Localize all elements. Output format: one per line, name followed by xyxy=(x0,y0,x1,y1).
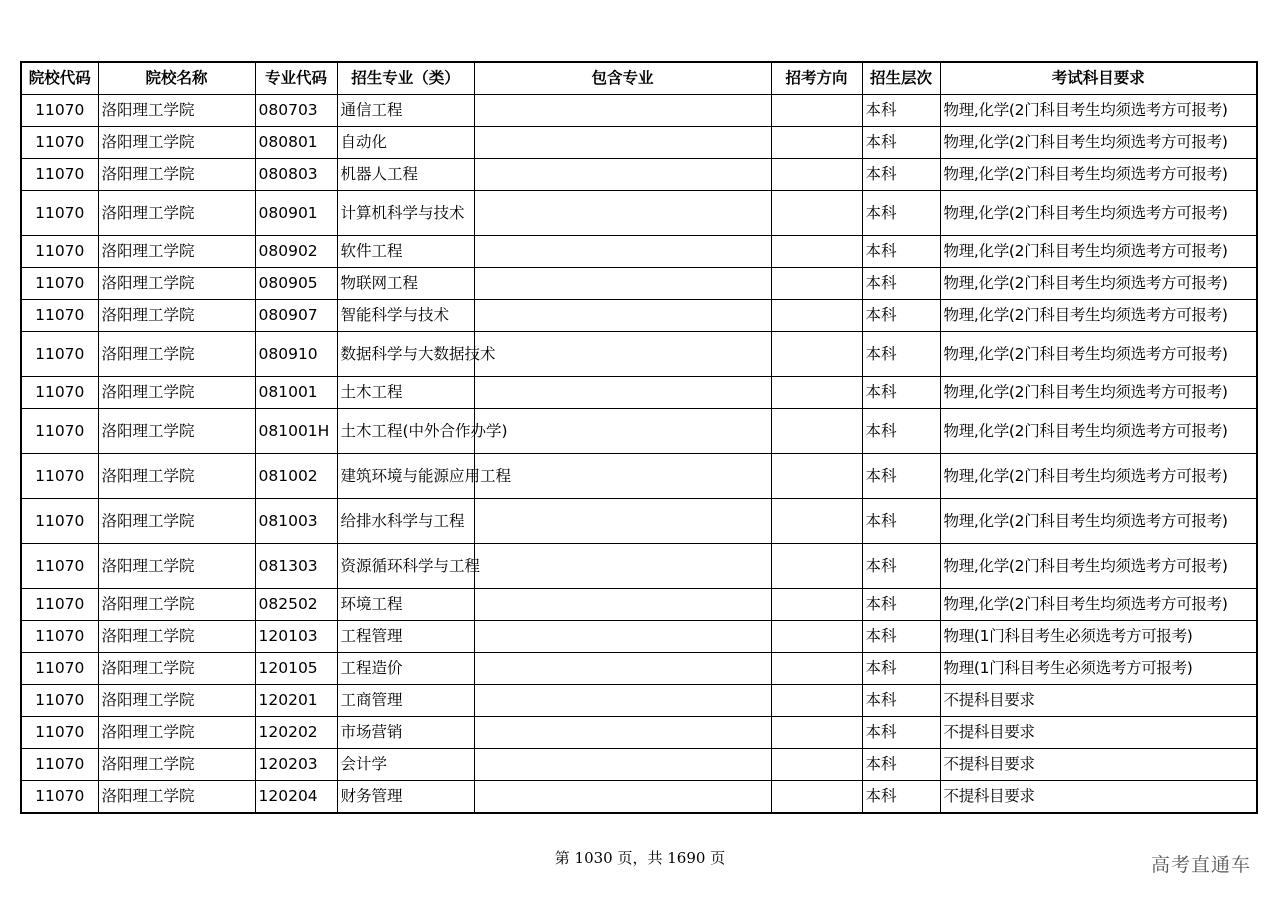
cell-includes xyxy=(474,268,771,300)
cell-major: 物联网工程 xyxy=(337,268,474,300)
cell-school-name: 洛阳理工学院 xyxy=(98,191,255,236)
cell-major-code: 080910 xyxy=(255,332,337,377)
table-row xyxy=(21,544,1257,589)
cell-direction xyxy=(771,268,862,300)
cell-major-code: 081303 xyxy=(255,544,337,589)
table-row xyxy=(21,781,1257,814)
cell-major-code: 080901 xyxy=(255,191,337,236)
cell-subjects: 物理(1门科目考生必须选考方可报考) xyxy=(940,621,1257,653)
cell-includes xyxy=(474,409,771,454)
cell-major-code: 080703 xyxy=(255,95,337,127)
cell-major-code: 080907 xyxy=(255,300,337,332)
table-row xyxy=(21,95,1257,127)
cell-school-name: 洛阳理工学院 xyxy=(98,544,255,589)
header-direction: 招考方向 xyxy=(771,62,862,95)
cell-major: 环境工程 xyxy=(337,589,474,621)
cell-school-name: 洛阳理工学院 xyxy=(98,454,255,499)
cell-direction xyxy=(771,191,862,236)
cell-major: 自动化 xyxy=(337,127,474,159)
cell-school-code: 11070 xyxy=(21,454,98,499)
cell-direction xyxy=(771,685,862,717)
cell-school-code: 11070 xyxy=(21,589,98,621)
cell-level: 本科 xyxy=(862,653,940,685)
cell-direction xyxy=(771,127,862,159)
table-row xyxy=(21,332,1257,377)
cell-level: 本科 xyxy=(862,159,940,191)
cell-school-name: 洛阳理工学院 xyxy=(98,377,255,409)
cell-major-code: 080902 xyxy=(255,236,337,268)
cell-major-code: 080801 xyxy=(255,127,337,159)
cell-includes xyxy=(474,499,771,544)
cell-subjects: 物理,化学(2门科目考生均须选考方可报考) xyxy=(940,95,1257,127)
cell-major: 土木工程(中外合作办学) xyxy=(337,409,474,454)
cell-major: 软件工程 xyxy=(337,236,474,268)
cell-major-code: 081001 xyxy=(255,377,337,409)
cell-subjects: 物理,化学(2门科目考生均须选考方可报考) xyxy=(940,191,1257,236)
cell-direction xyxy=(771,544,862,589)
cell-level: 本科 xyxy=(862,236,940,268)
cell-subjects: 物理,化学(2门科目考生均须选考方可报考) xyxy=(940,127,1257,159)
table-body xyxy=(21,95,1257,814)
cell-subjects: 物理,化学(2门科目考生均须选考方可报考) xyxy=(940,499,1257,544)
cell-level: 本科 xyxy=(862,191,940,236)
cell-direction xyxy=(771,409,862,454)
cell-major: 机器人工程 xyxy=(337,159,474,191)
cell-subjects: 物理,化学(2门科目考生均须选考方可报考) xyxy=(940,268,1257,300)
header-subjects: 考试科目要求 xyxy=(940,62,1257,95)
table-row xyxy=(21,127,1257,159)
cell-subjects: 物理,化学(2门科目考生均须选考方可报考) xyxy=(940,377,1257,409)
table-row xyxy=(21,159,1257,191)
cell-school-code: 11070 xyxy=(21,236,98,268)
cell-direction xyxy=(771,332,862,377)
cell-includes xyxy=(474,332,771,377)
cell-direction xyxy=(771,236,862,268)
cell-school-name: 洛阳理工学院 xyxy=(98,717,255,749)
cell-subjects: 物理,化学(2门科目考生均须选考方可报考) xyxy=(940,544,1257,589)
cell-school-code: 11070 xyxy=(21,409,98,454)
cell-direction xyxy=(771,454,862,499)
cell-school-name: 洛阳理工学院 xyxy=(98,749,255,781)
cell-subjects: 不提科目要求 xyxy=(940,781,1257,814)
table-row xyxy=(21,191,1257,236)
cell-major: 智能科学与技术 xyxy=(337,300,474,332)
table-row xyxy=(21,653,1257,685)
cell-major: 工程管理 xyxy=(337,621,474,653)
cell-includes xyxy=(474,300,771,332)
cell-includes xyxy=(474,653,771,685)
cell-major: 会计学 xyxy=(337,749,474,781)
cell-includes xyxy=(474,781,771,814)
header-school-code: 院校代码 xyxy=(21,62,98,95)
cell-school-code: 11070 xyxy=(21,499,98,544)
cell-level: 本科 xyxy=(862,332,940,377)
table-row xyxy=(21,717,1257,749)
cell-includes xyxy=(474,685,771,717)
cell-level: 本科 xyxy=(862,717,940,749)
cell-includes xyxy=(474,159,771,191)
cell-school-code: 11070 xyxy=(21,749,98,781)
header-level: 招生层次 xyxy=(862,62,940,95)
cell-includes xyxy=(474,454,771,499)
cell-major-code: 120202 xyxy=(255,717,337,749)
cell-direction xyxy=(771,781,862,814)
cell-school-name: 洛阳理工学院 xyxy=(98,159,255,191)
cell-direction xyxy=(771,377,862,409)
cell-level: 本科 xyxy=(862,409,940,454)
cell-major-code: 082502 xyxy=(255,589,337,621)
cell-subjects: 不提科目要求 xyxy=(940,717,1257,749)
cell-school-code: 11070 xyxy=(21,544,98,589)
table-row xyxy=(21,236,1257,268)
cell-major-code: 080803 xyxy=(255,159,337,191)
cell-major: 计算机科学与技术 xyxy=(337,191,474,236)
table-row xyxy=(21,409,1257,454)
cell-direction xyxy=(771,300,862,332)
table-row xyxy=(21,300,1257,332)
cell-level: 本科 xyxy=(862,621,940,653)
cell-major: 资源循环科学与工程 xyxy=(337,544,474,589)
table-row xyxy=(21,454,1257,499)
cell-major-code: 081001H xyxy=(255,409,337,454)
cell-subjects: 物理,化学(2门科目考生均须选考方可报考) xyxy=(940,300,1257,332)
table-row xyxy=(21,499,1257,544)
cell-level: 本科 xyxy=(862,268,940,300)
table-header-row xyxy=(21,62,1257,95)
cell-school-code: 11070 xyxy=(21,127,98,159)
cell-major-code: 120204 xyxy=(255,781,337,814)
cell-school-name: 洛阳理工学院 xyxy=(98,621,255,653)
table-row xyxy=(21,685,1257,717)
cell-school-name: 洛阳理工学院 xyxy=(98,499,255,544)
cell-level: 本科 xyxy=(862,300,940,332)
cell-school-code: 11070 xyxy=(21,653,98,685)
cell-includes xyxy=(474,377,771,409)
cell-subjects: 不提科目要求 xyxy=(940,685,1257,717)
cell-major-code: 120103 xyxy=(255,621,337,653)
cell-major: 数据科学与大数据技术 xyxy=(337,332,474,377)
enrollment-table xyxy=(20,61,1258,814)
cell-school-name: 洛阳理工学院 xyxy=(98,409,255,454)
watermark-text: 高考直通车 xyxy=(1150,854,1251,876)
cell-subjects: 物理,化学(2门科目考生均须选考方可报考) xyxy=(940,454,1257,499)
header-major: 招生专业（类） xyxy=(337,62,474,95)
cell-school-code: 11070 xyxy=(21,332,98,377)
cell-level: 本科 xyxy=(862,749,940,781)
cell-school-name: 洛阳理工学院 xyxy=(98,653,255,685)
cell-major: 通信工程 xyxy=(337,95,474,127)
cell-major: 市场营销 xyxy=(337,717,474,749)
cell-subjects: 物理,化学(2门科目考生均须选考方可报考) xyxy=(940,409,1257,454)
cell-direction xyxy=(771,499,862,544)
cell-school-code: 11070 xyxy=(21,377,98,409)
cell-major: 工商管理 xyxy=(337,685,474,717)
cell-major-code: 120105 xyxy=(255,653,337,685)
cell-school-code: 11070 xyxy=(21,685,98,717)
cell-school-name: 洛阳理工学院 xyxy=(98,300,255,332)
cell-school-name: 洛阳理工学院 xyxy=(98,685,255,717)
cell-subjects: 物理(1门科目考生必须选考方可报考) xyxy=(940,653,1257,685)
cell-includes xyxy=(474,544,771,589)
cell-direction xyxy=(771,95,862,127)
table-row xyxy=(21,268,1257,300)
table-row xyxy=(21,377,1257,409)
page-number: 第 1030 页，共 1690 页 xyxy=(554,849,726,867)
cell-includes xyxy=(474,589,771,621)
cell-direction xyxy=(771,653,862,685)
cell-school-name: 洛阳理工学院 xyxy=(98,127,255,159)
cell-school-name: 洛阳理工学院 xyxy=(98,332,255,377)
cell-subjects: 不提科目要求 xyxy=(940,749,1257,781)
cell-major: 工程造价 xyxy=(337,653,474,685)
cell-includes xyxy=(474,717,771,749)
table-row xyxy=(21,589,1257,621)
cell-direction xyxy=(771,589,862,621)
cell-level: 本科 xyxy=(862,685,940,717)
cell-major-code: 081003 xyxy=(255,499,337,544)
cell-level: 本科 xyxy=(862,377,940,409)
cell-includes xyxy=(474,191,771,236)
cell-major: 建筑环境与能源应用工程 xyxy=(337,454,474,499)
cell-major-code: 120203 xyxy=(255,749,337,781)
header-major-code: 专业代码 xyxy=(255,62,337,95)
cell-level: 本科 xyxy=(862,544,940,589)
header-includes: 包含专业 xyxy=(474,62,771,95)
cell-subjects: 物理,化学(2门科目考生均须选考方可报考) xyxy=(940,236,1257,268)
cell-school-name: 洛阳理工学院 xyxy=(98,95,255,127)
cell-major: 给排水科学与工程 xyxy=(337,499,474,544)
cell-school-code: 11070 xyxy=(21,717,98,749)
cell-subjects: 物理,化学(2门科目考生均须选考方可报考) xyxy=(940,159,1257,191)
header-school-name: 院校名称 xyxy=(98,62,255,95)
cell-school-code: 11070 xyxy=(21,300,98,332)
cell-level: 本科 xyxy=(862,781,940,814)
cell-school-name: 洛阳理工学院 xyxy=(98,781,255,814)
cell-level: 本科 xyxy=(862,127,940,159)
cell-school-code: 11070 xyxy=(21,781,98,814)
cell-includes xyxy=(474,749,771,781)
cell-school-code: 11070 xyxy=(21,191,98,236)
cell-direction xyxy=(771,621,862,653)
cell-school-code: 11070 xyxy=(21,159,98,191)
cell-school-code: 11070 xyxy=(21,268,98,300)
cell-major-code: 120201 xyxy=(255,685,337,717)
cell-includes xyxy=(474,127,771,159)
cell-major: 财务管理 xyxy=(337,781,474,814)
cell-school-name: 洛阳理工学院 xyxy=(98,236,255,268)
cell-major-code: 081002 xyxy=(255,454,337,499)
cell-school-name: 洛阳理工学院 xyxy=(98,589,255,621)
cell-school-code: 11070 xyxy=(21,621,98,653)
cell-level: 本科 xyxy=(862,589,940,621)
cell-major: 土木工程 xyxy=(337,377,474,409)
cell-major-code: 080905 xyxy=(255,268,337,300)
cell-includes xyxy=(474,621,771,653)
cell-direction xyxy=(771,717,862,749)
cell-includes xyxy=(474,236,771,268)
cell-subjects: 物理,化学(2门科目考生均须选考方可报考) xyxy=(940,589,1257,621)
cell-level: 本科 xyxy=(862,499,940,544)
table-row xyxy=(21,621,1257,653)
cell-school-name: 洛阳理工学院 xyxy=(98,268,255,300)
cell-includes xyxy=(474,95,771,127)
cell-school-code: 11070 xyxy=(21,95,98,127)
cell-direction xyxy=(771,159,862,191)
cell-subjects: 物理,化学(2门科目考生均须选考方可报考) xyxy=(940,332,1257,377)
cell-level: 本科 xyxy=(862,95,940,127)
cell-level: 本科 xyxy=(862,454,940,499)
cell-direction xyxy=(771,749,862,781)
table-row xyxy=(21,749,1257,781)
